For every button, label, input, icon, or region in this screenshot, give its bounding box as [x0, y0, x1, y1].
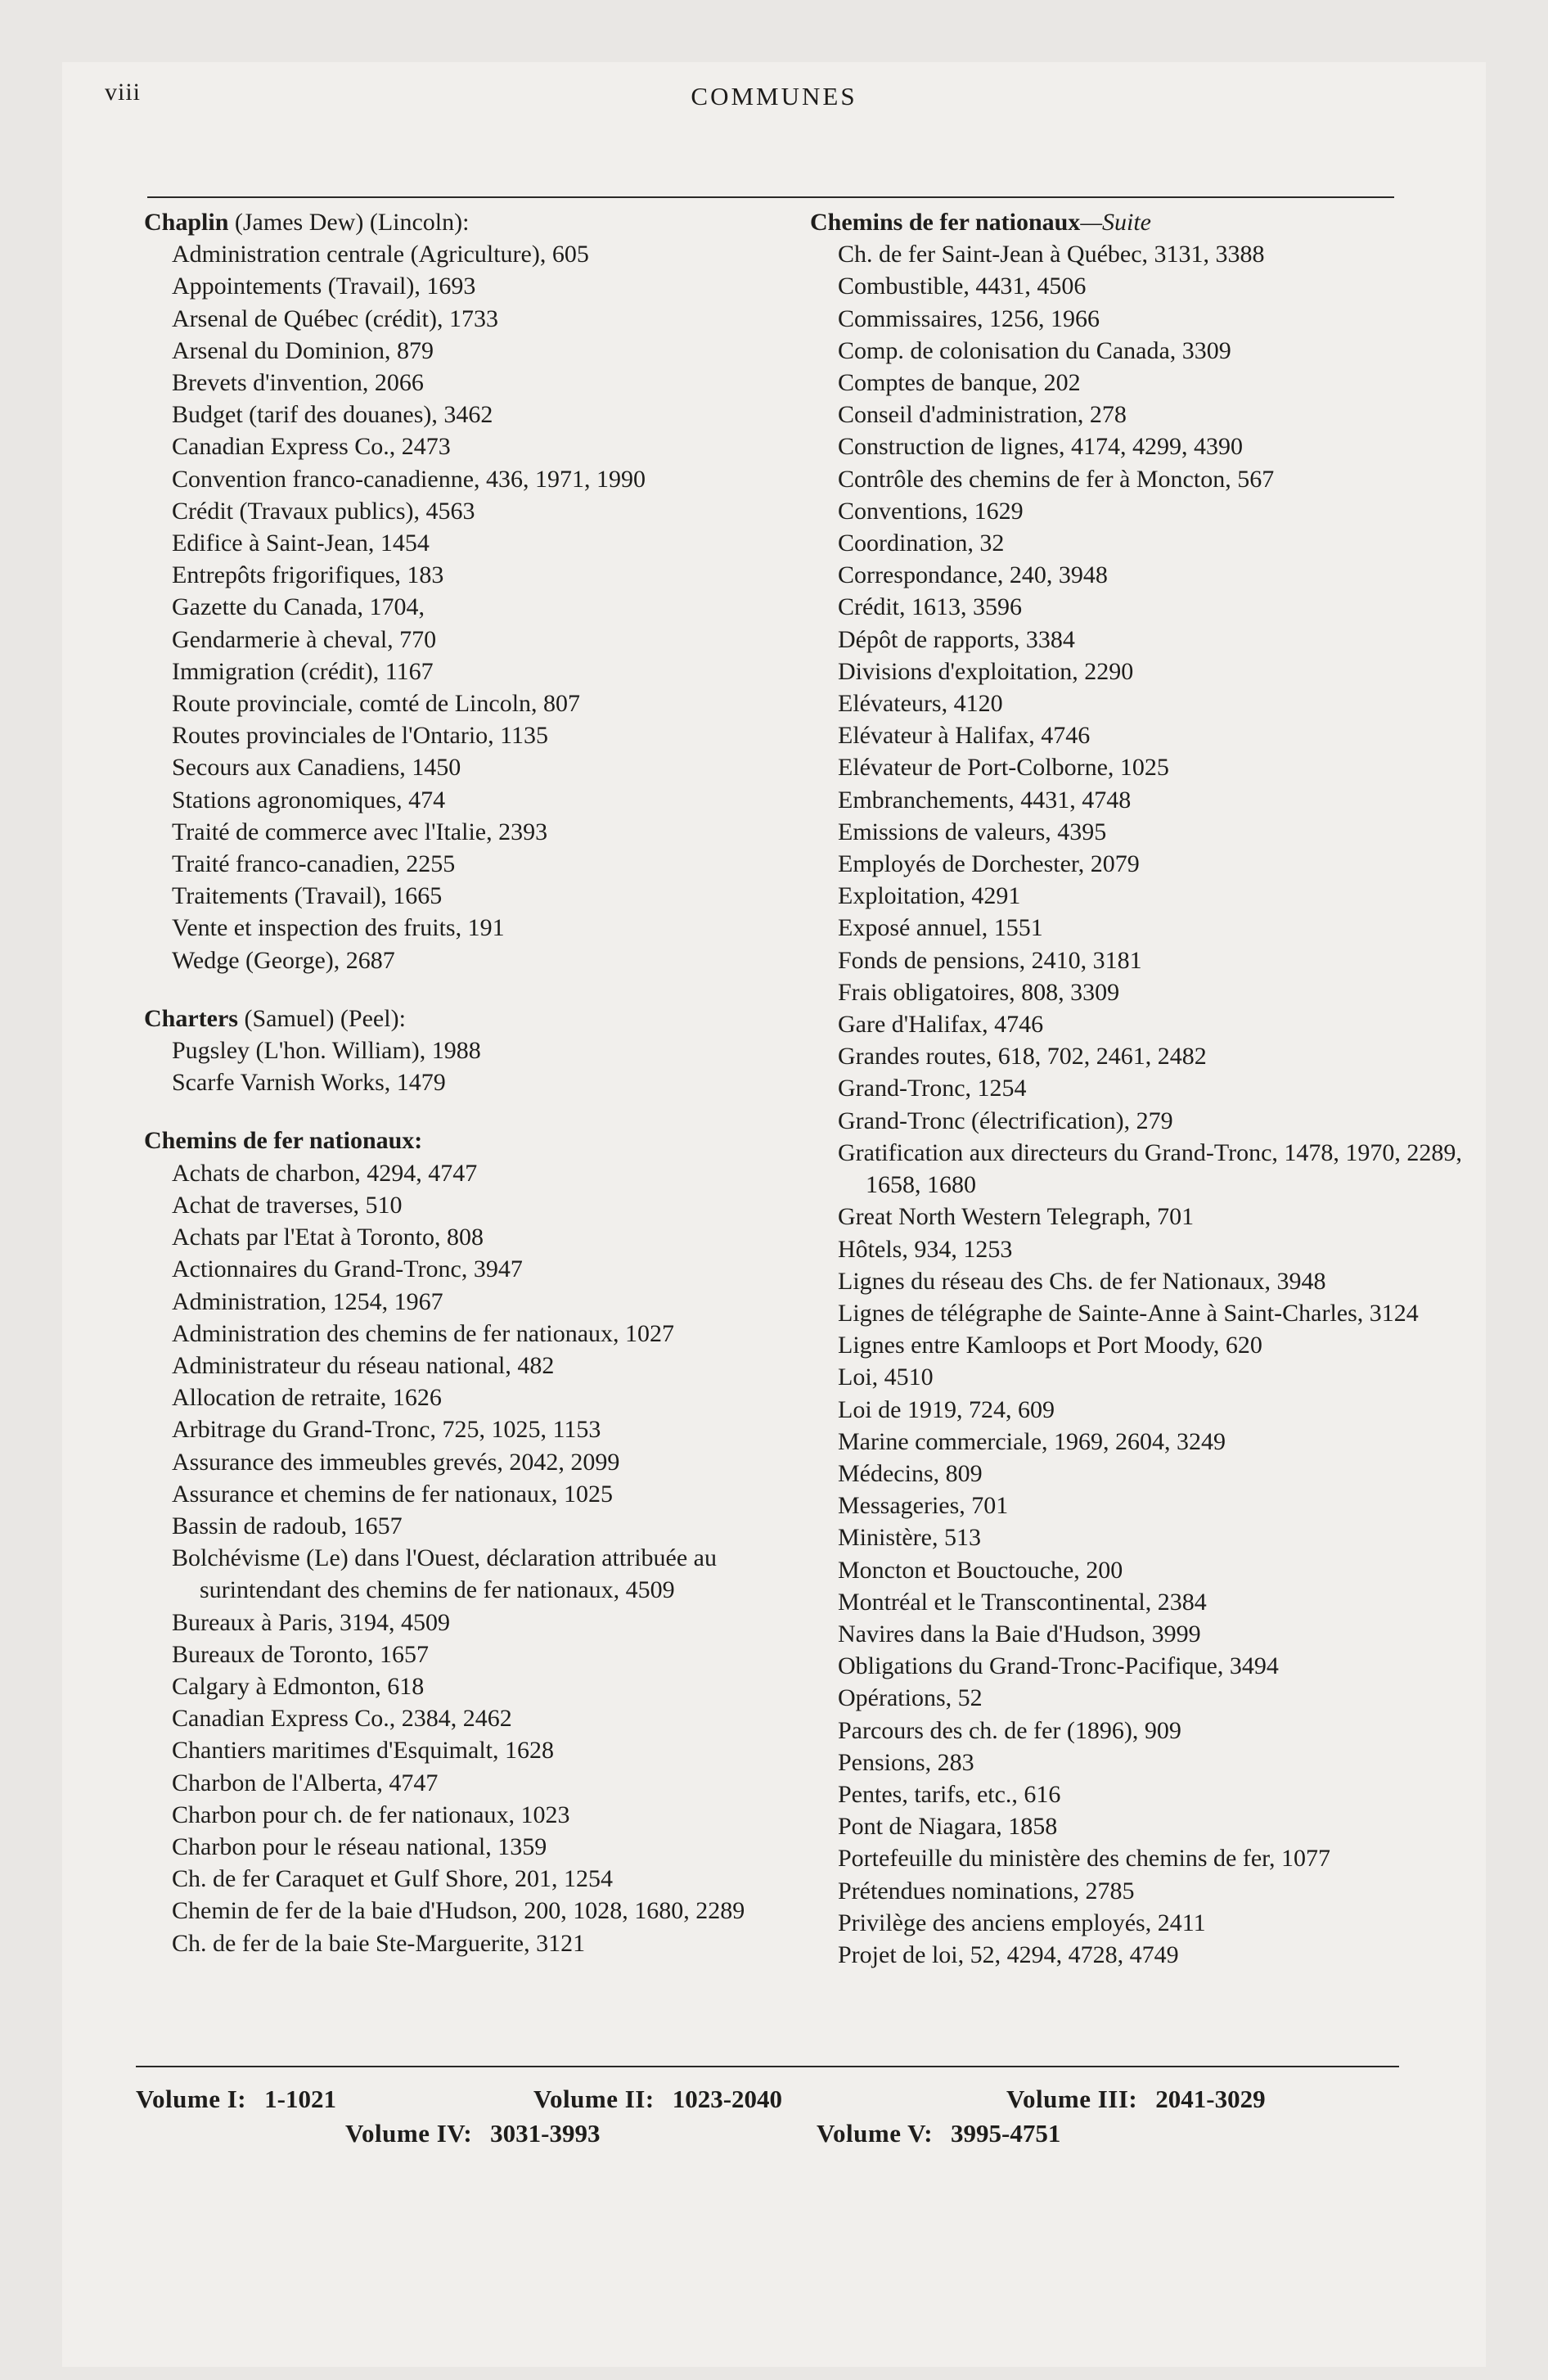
index-entry: Achat de traverses, 510	[172, 1191, 403, 1219]
index-entry: Charbon pour le réseau national, 1359	[172, 1832, 547, 1860]
index-entry: Chantiers maritimes d'Esquimalt, 1628	[172, 1737, 555, 1765]
volume-key	[136, 2082, 1399, 2151]
index-entry: Pensions, 283	[838, 1748, 974, 1776]
index-entry: Pugsley (L'hon. William), 1988	[172, 1037, 481, 1065]
heading-suite: —Suite	[1080, 209, 1151, 236]
index-entry: Pont de Niagara, 1858	[838, 1813, 1058, 1841]
heading-name: Chaplin	[144, 209, 229, 236]
index-entry: Assurance et chemins de fer nationaux, 1025	[172, 1480, 613, 1508]
index-entry: Projet de loi, 52, 4294, 4728, 4749	[838, 1941, 1179, 1968]
volume-range: 2041-3029	[1155, 2085, 1266, 2113]
index-entry: Arsenal du Dominion, 879	[172, 336, 434, 364]
index-entry: Hôtels, 934, 1253	[838, 1235, 1013, 1263]
index-entry: Fonds de pensions, 2410, 3181	[838, 946, 1142, 974]
index-entry: Bassin de radoub, 1657	[172, 1512, 403, 1539]
index-entry: Divisions d'exploitation, 2290	[838, 657, 1134, 685]
section-gap	[144, 1098, 782, 1125]
index-entry: Portefeuille du ministère des chemins de fer, 1077	[838, 1845, 1330, 1873]
index-entry: Employés de Dorchester, 2079	[838, 850, 1140, 878]
volume-label: Volume III:	[1006, 2085, 1138, 2113]
section-gap	[144, 976, 782, 1003]
index-column-right	[810, 206, 1465, 1971]
heading-detail: (Samuel) (Peel):	[244, 1004, 406, 1032]
index-entry: Traitements (Travail), 1665	[172, 882, 443, 910]
index-entry: Prétendues nominations, 2785	[838, 1877, 1135, 1904]
page-number: viii	[105, 79, 142, 106]
index-entry: Administration, 1254, 1967	[172, 1287, 443, 1315]
index-entry: Ch. de fer Saint-Jean à Québec, 3131, 3388	[838, 241, 1265, 268]
index-entry: Bureaux de Toronto, 1657	[172, 1640, 429, 1668]
volume-label: Volume I:	[136, 2085, 247, 2113]
index-entry: Correspondance, 240, 3948	[838, 561, 1108, 589]
index-entry: Comptes de banque, 202	[838, 369, 1081, 397]
volume-label: Volume V:	[817, 2119, 934, 2148]
volume-label: Volume II:	[533, 2085, 655, 2113]
index-entry: Traité franco-canadien, 2255	[172, 850, 456, 878]
index-entry: Actionnaires du Grand-Tronc, 3947	[172, 1255, 523, 1283]
index-entry: Frais obligatoires, 808, 3309	[838, 978, 1120, 1006]
index-entry: Stations agronomiques, 474	[172, 786, 446, 814]
volume-range: 1023-2040	[672, 2085, 783, 2113]
index-entry: Entrepôts frigorifiques, 183	[172, 561, 444, 589]
volume-2	[533, 2082, 782, 2116]
index-entry: Construction de lignes, 4174, 4299, 4390	[838, 433, 1243, 461]
volume-range: 3995-4751	[951, 2119, 1061, 2148]
index-entry: Edifice à Saint-Jean, 1454	[172, 530, 430, 557]
index-entry: Emissions de valeurs, 4395	[838, 818, 1107, 845]
index-heading	[144, 206, 782, 238]
index-entry: Gare d'Halifax, 4746	[838, 1011, 1044, 1039]
index-entry: Elévateur de Port-Colborne, 1025	[838, 754, 1169, 782]
index-entry: Appointements (Travail), 1693	[172, 273, 476, 300]
index-entry: Charbon de l'Alberta, 4747	[172, 1769, 439, 1796]
index-entry: Loi, 4510	[838, 1364, 934, 1391]
index-entry: Grand-Tronc (électrification), 279	[838, 1107, 1173, 1134]
index-entry: Ministère, 513	[838, 1524, 981, 1552]
entry-list	[144, 1034, 782, 1098]
index-entry: Embranchements, 4431, 4748	[838, 786, 1132, 814]
index-entry: Parcours des ch. de fer (1896), 909	[838, 1716, 1181, 1744]
index-entry: Combustible, 4431, 4506	[838, 273, 1087, 300]
index-entry: Coordination, 32	[838, 530, 1005, 557]
index-entry: Vente et inspection des fruits, 191	[172, 914, 505, 942]
index-entry: Pentes, tarifs, etc., 616	[838, 1780, 1061, 1808]
index-entry: Wedge (George), 2687	[172, 946, 395, 974]
index-entry: Obligations du Grand-Tronc-Pacifique, 3494	[838, 1652, 1279, 1680]
index-heading	[144, 1003, 782, 1034]
index-entry: Lignes de télégraphe de Sainte-Anne à Saint-Charles, 3124	[838, 1299, 1419, 1327]
heading-name: Chemins de fer nationaux	[810, 209, 1081, 236]
index-entry: Achats par l'Etat à Toronto, 808	[172, 1224, 484, 1251]
index-entry: Montréal et le Transcontinental, 2384	[838, 1588, 1207, 1616]
index-entry: Elévateurs, 4120	[838, 690, 1003, 718]
index-entry: Moncton et Bouctouche, 200	[838, 1556, 1123, 1584]
index-entry: Lignes entre Kamloops et Port Moody, 620	[838, 1332, 1262, 1359]
index-entry: Marine commerciale, 1969, 2604, 3249	[838, 1427, 1226, 1455]
index-entry: Crédit (Travaux publics), 4563	[172, 497, 475, 525]
index-entry: Grandes routes, 618, 702, 2461, 2482	[838, 1043, 1207, 1071]
index-entry: Bureaux à Paris, 3194, 4509	[172, 1608, 450, 1636]
index-entry: Navires dans la Baie d'Hudson, 3999	[838, 1620, 1201, 1648]
heading-name: Chemins de fer nationaux:	[144, 1127, 423, 1155]
index-entry: Commissaires, 1256, 1966	[838, 304, 1100, 332]
heading-detail: (James Dew) (Lincoln):	[234, 209, 470, 236]
index-entry: Immigration (crédit), 1167	[172, 657, 434, 685]
index-entry: Canadian Express Co., 2384, 2462	[172, 1705, 512, 1733]
index-entry: Administration centrale (Agriculture), 605	[172, 241, 589, 268]
volume-range: 1-1021	[264, 2085, 336, 2113]
index-entry: Ch. de fer Caraquet et Gulf Shore, 201, 1254	[172, 1865, 614, 1893]
index-entry: Administration des chemins de fer nationaux, 1027	[172, 1319, 675, 1347]
index-entry: Assurance des immeubles grevés, 2042, 2099	[172, 1448, 620, 1476]
index-entry: Exposé annuel, 1551	[838, 914, 1043, 942]
index-entry: Traité de commerce avec l'Italie, 2393	[172, 818, 548, 845]
index-entry: Secours aux Canadiens, 1450	[172, 754, 461, 782]
index-entry: Ch. de fer de la baie Ste-Marguerite, 3121	[172, 1929, 586, 1957]
index-entry: Arsenal de Québec (crédit), 1733	[172, 304, 498, 332]
volume-4	[345, 2116, 600, 2151]
index-entry: Conventions, 1629	[838, 497, 1024, 525]
index-entry: Achats de charbon, 4294, 4747	[172, 1159, 478, 1187]
page-title: COMMUNES	[691, 82, 857, 110]
index-entry: Scarfe Varnish Works, 1479	[172, 1069, 446, 1097]
index-entry: Allocation de retraite, 1626	[172, 1384, 442, 1412]
volume-3	[1006, 2082, 1266, 2116]
entry-list	[144, 238, 782, 976]
running-head	[0, 79, 1548, 111]
index-entry: Messageries, 701	[838, 1492, 1009, 1520]
index-entry: Convention franco-canadienne, 436, 1971, 1990	[172, 465, 646, 493]
index-entry: Exploitation, 4291	[838, 882, 1021, 910]
index-entry: Gazette du Canada, 1704,	[172, 593, 425, 621]
index-entry: Opérations, 52	[838, 1684, 983, 1712]
index-entry: Contrôle des chemins de fer à Moncton, 567	[838, 465, 1275, 493]
index-heading	[144, 1125, 782, 1156]
index-entry: Conseil d'administration, 278	[838, 401, 1127, 429]
volume-label: Volume IV:	[345, 2119, 473, 2148]
footer-rule	[136, 2066, 1399, 2067]
index-entry: Brevets d'invention, 2066	[172, 369, 424, 397]
index-entry: Crédit, 1613, 3596	[838, 593, 1022, 621]
index-entry: Administrateur du réseau national, 482	[172, 1351, 555, 1379]
index-entry: Budget (tarif des douanes), 3462	[172, 401, 493, 429]
index-entry: Gratification aux directeurs du Grand-Tronc, 1478, 1970, 2289, 1658, 1680	[838, 1138, 1462, 1199]
header-rule	[147, 196, 1394, 198]
volume-row	[136, 2116, 1399, 2151]
index-entry: Grand-Tronc, 1254	[838, 1075, 1027, 1102]
index-entry: Chemin de fer de la baie d'Hudson, 200, 1028, 1680, 2289	[172, 1897, 745, 1925]
volume-range: 3031-3993	[490, 2119, 601, 2148]
volume-1	[136, 2082, 336, 2116]
index-entry: Canadian Express Co., 2473	[172, 433, 451, 461]
entry-list	[144, 1157, 782, 1959]
index-entry: Loi de 1919, 724, 609	[838, 1395, 1055, 1423]
entry-list	[810, 238, 1465, 1971]
index-entry: Charbon pour ch. de fer nationaux, 1023	[172, 1801, 570, 1828]
index-entry: Elévateur à Halifax, 4746	[838, 722, 1091, 750]
index-entry: Gendarmerie à cheval, 770	[172, 625, 437, 653]
volume-5	[817, 2116, 1060, 2151]
index-entry: Comp. de colonisation du Canada, 3309	[838, 336, 1231, 364]
index-entry: Lignes du réseau des Chs. de fer Nationaux, 3948	[838, 1267, 1326, 1295]
continued-heading	[810, 206, 1465, 238]
index-entry: Bolchévisme (Le) dans l'Ouest, déclaration attribuée au surintendant des chemins de fer nationaux, 4509	[172, 1544, 717, 1604]
index-column-left	[144, 206, 782, 1959]
index-entry: Arbitrage du Grand-Tronc, 725, 1025, 1153	[172, 1416, 601, 1444]
heading-name: Charters	[144, 1004, 238, 1032]
index-entry: Route provinciale, comté de Lincoln, 807	[172, 690, 581, 718]
index-entry: Routes provinciales de l'Ontario, 1135	[172, 722, 549, 750]
index-entry: Great North Western Telegraph, 701	[838, 1203, 1195, 1231]
index-entry: Calgary à Edmonton, 618	[172, 1672, 425, 1700]
volume-row	[136, 2082, 1399, 2116]
index-entry: Médecins, 809	[838, 1459, 983, 1487]
index-entry: Privilège des anciens employés, 2411	[838, 1909, 1206, 1936]
index-entry: Dépôt de rapports, 3384	[838, 625, 1075, 653]
